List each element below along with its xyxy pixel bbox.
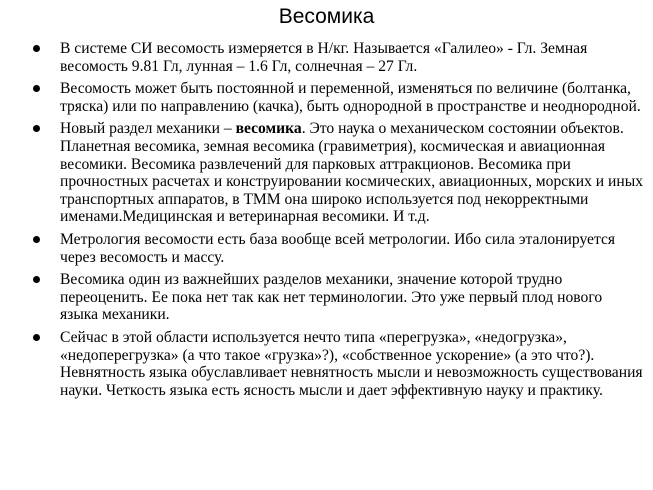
bullet-text: Весомика один из важнейших разделов механики, значение которой трудно переоценить. Ее пока нет так как нет терминологии. Это уже первый плод нового языка механики.	[60, 271, 603, 324]
bullet-dot-icon	[33, 45, 40, 52]
bullet-item-si-units	[33, 40, 643, 75]
bullet-text: Весомость может быть постоянной и переменной, изменяться по величине (болтанка, тряска) или по направлению (качка), быть однородной в пространстве и неоднородной.	[60, 80, 641, 115]
bullet-dot-icon	[33, 334, 40, 341]
bullet-dot-icon	[33, 125, 40, 132]
bullet-item-new-branch	[33, 120, 643, 226]
bullet-item-importance	[33, 271, 643, 324]
bullet-text: Метрология весомости есть база вообще всей метрологии. Ибо сила эталонируется через весомость и массу.	[60, 230, 616, 266]
bullet-text: Сейчас в этой области используется нечто типа «перегрузка», «недогрузка», «недоперегрузка» (а что такое «грузка»?), «собственное ускорение» (а это что?). Невнятность языка обуславливает невнятность мысли и невозможность существования науки. Четкость языка есть ясность мысли и дает эффективную науку и практику.	[60, 328, 643, 399]
bullet-text-emphasis: весомика	[235, 120, 302, 138]
bullet-dot-icon	[33, 236, 40, 243]
bullet-text-start: Новый раздел механики –	[60, 120, 236, 138]
bullet-text: В системе СИ весомость измеряется в Н/кг. Называется «Галилео» - Гл. Земная весомость 9.81 Гл, лунная – 1.6 Гл, солнечная – 27 Гл.	[60, 40, 588, 75]
bullet-item-variability	[33, 80, 643, 115]
bullet-item-terminology	[33, 329, 643, 399]
bullet-dot-icon	[33, 276, 40, 283]
bullet-list	[33, 40, 643, 404]
bullet-text-end: . Это наука о механическом состоянии объектов. Планетная весомика, земная весомика (гравиметрия), космическая и авиационная весомики. Весомика развлечений для парковых аттракционов. Весомика при прочностных расчетах и конструировании космических, авиационных, морских и иных транспортных аппаратов, в ТММ она широко используется под некорректными именами.Медицинская и ветеринарная весомики. И т.д.	[60, 120, 644, 226]
bullet-item-metrology	[33, 231, 643, 266]
bullet-dot-icon	[33, 85, 40, 92]
slide-title: Весомика	[278, 5, 375, 28]
